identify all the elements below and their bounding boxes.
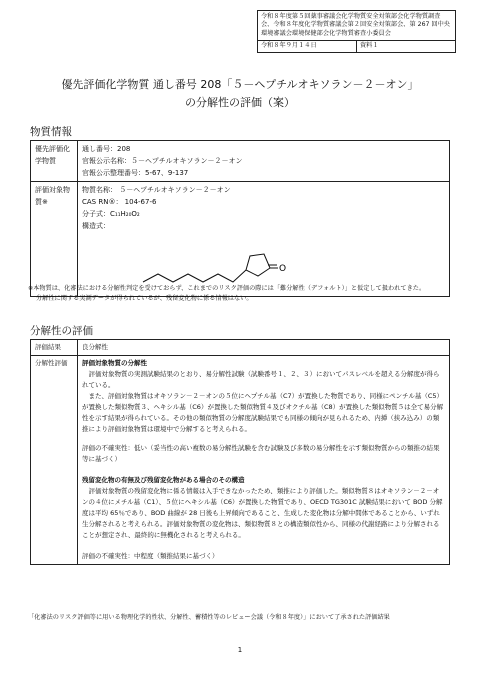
substance-info-table — [30, 140, 450, 297]
committee-header-box — [257, 10, 456, 53]
molecular-formula: 分子式：C₁₁H₂₀O₂ — [82, 210, 140, 218]
substance-note — [28, 284, 458, 304]
row-label-target: 評価対象物質※ — [31, 182, 78, 297]
substance-name: 物質名称： ５－ヘプチルオキソラン－２－オン — [82, 186, 231, 194]
title-line2: の分解性の評価（案） — [185, 96, 295, 109]
eval-content — [78, 356, 450, 565]
footer-note: 「化審法のリスク評価等に用いる物理化学的性状、分解性、蓄積性等のレビュー会議（令和８年度）」において了承された評価結果 — [28, 614, 390, 621]
serial-number: 通し番号：208 — [82, 145, 131, 153]
note-line2: 分解性に関する実測データが得られているが、残留変化物に係る情報はない。 — [36, 295, 253, 302]
structure-oxygen-label: O — [279, 264, 287, 274]
subheading-residual-products: 残留変化物の有無及び残留変化物がある場合のその構造 — [82, 476, 245, 484]
structure-label: 構造式： — [82, 222, 110, 230]
row-value-target — [78, 182, 450, 297]
paragraph-uncertainty-2: 評価の不確実性：中程度（類推結果に基づく） — [82, 552, 219, 560]
section-heading-substance-info: 物質情報 — [30, 126, 72, 138]
subheading-degradability: 評価対象物質の分解性 — [82, 359, 147, 367]
official-number: 官報公示整理番号：5-67、9-137 — [82, 169, 189, 177]
header-doc-no: 資料１ — [360, 42, 379, 50]
section-heading-degradability: 分解性の評価 — [30, 325, 93, 337]
row-value-priority — [78, 141, 450, 182]
document-title — [0, 76, 480, 112]
note-line1: ※本物質は、化審法における分解性判定を受けておらず、これまでのリスク評価の際には「難分解性（デフォルト）」と仮定して扱われてきた。 — [28, 285, 426, 292]
cas-number: CAS RN®： 104-67-6 — [82, 198, 157, 206]
official-name: 官報公示名称：５－ヘプチルオキソラン－２－オン — [82, 157, 243, 165]
row-label-priority: 優先評価化学物質 — [31, 141, 78, 182]
paragraph-uncertainty-1: 評価の不確実性：低い（妥当性の高い複数の易分解性試験を含む試験及び多数の易分解性を示す類似物質からの類推の結果等に基づく） — [82, 444, 440, 463]
paragraph-analog-reasoning: また、評価対象物質はオキソラン－２－オンの５位にヘプチル基（C7）が置換した物質であり、同様にペンチル基（C5）が置換した類似物質３、ヘキシル基（C6）が置換した類似物質４及びオクチル基（C8）が置換した類似物質５は全て易分解性を示す結果が得られている。その他の類似物質の分解度試験結果でも同様の傾向が見られるため、内挿（挟み込み）の類推により評価対象物質は環境中で分解すると考えられる。 — [82, 392, 444, 433]
page-number: 1 — [237, 646, 243, 654]
degradability-table — [30, 339, 450, 565]
committee-text: 令和８年度第５回薬事審議会化学物質安全対策部会化学物質調査会、令和８年度化学物質審議会第２回安全対策部会、第 267 回中央環境審議会環境保健部会化学物質審査小委員会 — [258, 11, 455, 41]
result-value: 良分解性 — [78, 340, 450, 356]
paragraph-measured-results: 評価対象物質の実測試験結果のとおり、易分解性試験（試験番号１、２、３）においてパスレベルを超える分解度が得られている。 — [82, 370, 440, 389]
title-line1: 優先評価化学物質 通し番号 208「５－ヘプチルオキソラン－２－オン」 — [61, 78, 419, 91]
eval-label: 分解性評価 — [31, 356, 78, 565]
paragraph-residual-analysis: 評価対象物質の残留変化物に係る情報は入手できなかったため、類推により評価した。類似物質８はオキソラン－２－オンの４位にメチル基（C1）、５位にヘキシル基（C6）が置換した物質であり、OECD TG301C 試験結果において BOD 分解度は平均 65％であり、BOD 曲線が 28 日後も上昇傾向であること、生成した変化物は分解中間体であることから、いずれ生分解されると考えられる。評価対象物質の変化物は、類似物質８との構造類似性から、同様の代謝経路により分解されることが想定され、最終的に無機化されると考えられる。 — [82, 487, 443, 539]
header-date: 令和８年９月１４日 — [258, 41, 357, 51]
result-label: 評価結果 — [31, 340, 78, 356]
